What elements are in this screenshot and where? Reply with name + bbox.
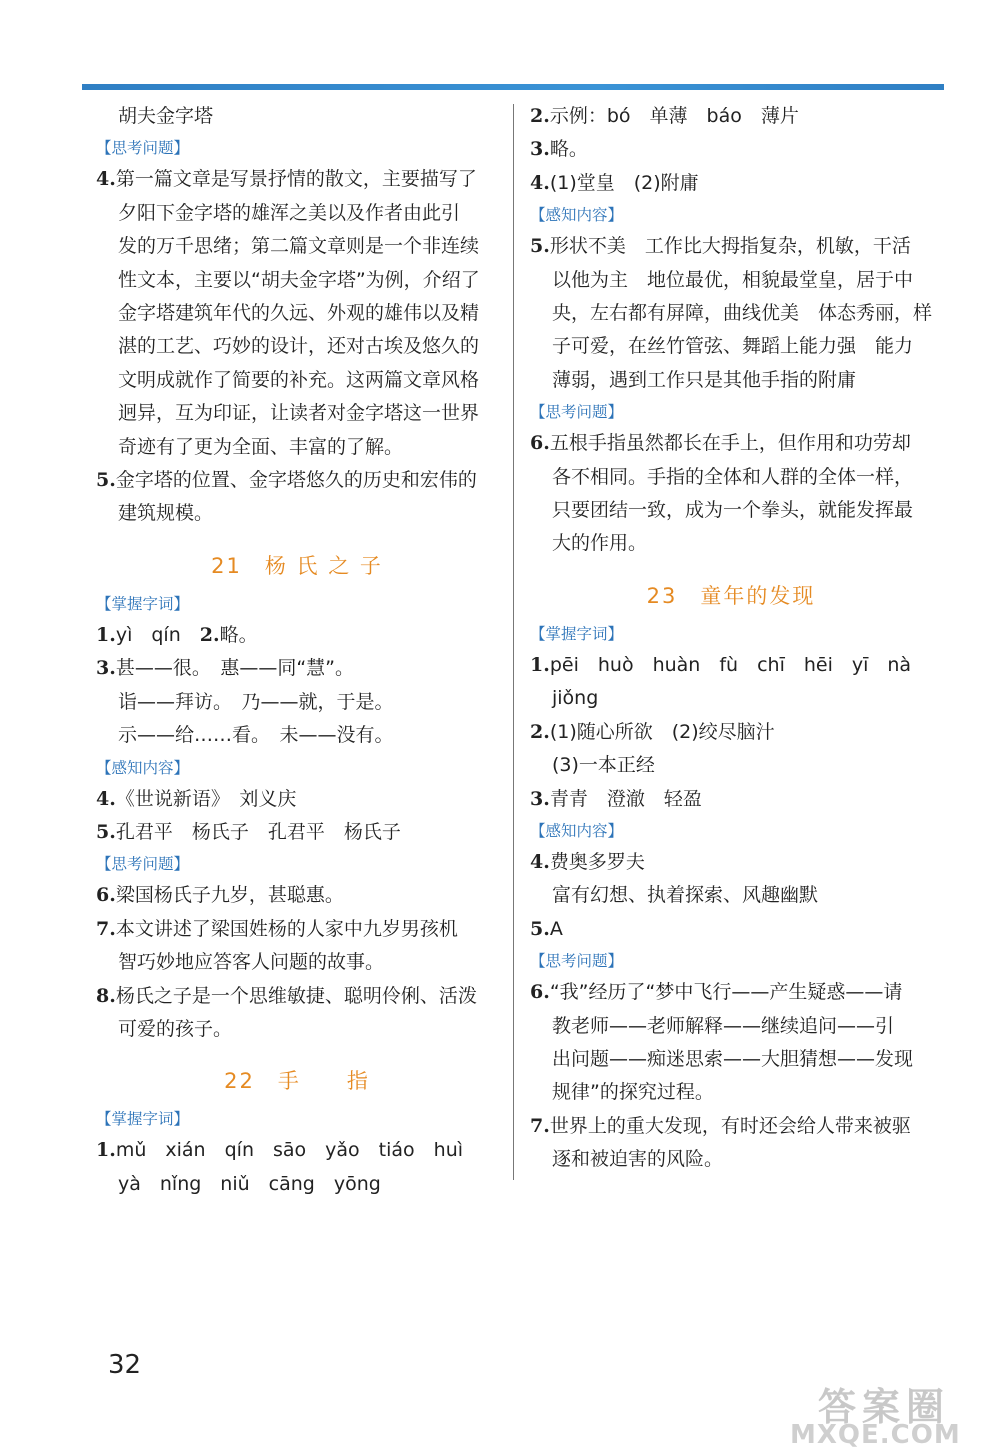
item-number: 2. xyxy=(199,623,220,646)
answer-text: 费奥多罗夫 xyxy=(549,850,645,873)
answer-text: 世界上的重大发现，有时还会给人带来被驱 xyxy=(549,1114,911,1137)
lesson-title-22: 22 手 指 xyxy=(224,1069,370,1094)
answer-text: 子可爱，在丝竹管弦、舞蹈上能力强 能力 xyxy=(552,335,914,358)
watermark-url: MXQE.COM xyxy=(790,1420,961,1450)
answer-text: 湛的工艺、巧妙的设计，还对古埃及悠久的 xyxy=(118,335,480,358)
section-tag-thinking: 【思考问题】 xyxy=(530,952,624,971)
answer-text: “我”经历了“梦中飞行——产生疑惑——请 xyxy=(549,981,903,1004)
answer-text: 第一篇文章是写景抒情的散文，主要描写了 xyxy=(115,168,477,191)
answer-text: mǔ xián qín sāo yǎo tiáo huì xyxy=(115,1139,464,1162)
answer-continuation: 胡夫金字塔 xyxy=(118,105,214,127)
header-color-bar xyxy=(82,84,944,90)
answer-item-3 xyxy=(530,133,932,166)
section-tag-vocabulary: 【掌握字词】 xyxy=(530,624,624,643)
answer-text: 《世说新语》 刘义庆 xyxy=(115,787,297,810)
answer-text: 青青 澄澈 轻盈 xyxy=(549,787,702,810)
answer-text: 建筑规模。 xyxy=(118,502,214,525)
answer-text: 薄弱，遇到工作只是其他手指的附庸 xyxy=(552,368,857,391)
answer-item-5 xyxy=(96,816,498,849)
answer-text: (3)一本正经 xyxy=(552,754,655,777)
answer-text: 教老师——老师解释——继续追问——引 xyxy=(552,1014,895,1037)
section-tag-content: 【感知内容】 xyxy=(530,821,624,840)
answer-text: (1)随心所欲 (2)绞尽脑汁 xyxy=(549,720,775,743)
answer-text: 发的万千思绪；第二篇文章则是一个非连续 xyxy=(118,235,480,258)
item-number: 5. xyxy=(530,917,550,940)
item-number: 1. xyxy=(96,1139,116,1162)
answer-text: 甚——很。 惠——同“慧”。 xyxy=(115,657,355,680)
answer-text: 本文讲述了梁国姓杨的人家中九岁男孩机 xyxy=(115,917,458,940)
answer-text: 只要团结一致，成为一个拳头，就能发挥最 xyxy=(552,499,914,522)
answer-text: jiǒng xyxy=(552,687,599,710)
answer-text: 奇迹有了更为全面、丰富的了解。 xyxy=(118,435,404,458)
answer-text: 富有幻想、执着探索、风趣幽默 xyxy=(552,884,819,907)
item-number: 3. xyxy=(530,138,550,161)
answer-text: 大的作用。 xyxy=(552,532,648,555)
item-number: 5. xyxy=(96,820,116,843)
watermark-text: 答案圈 xyxy=(818,1385,951,1429)
item-number: 5. xyxy=(530,235,550,258)
answer-text: (1)堂皇 (2)附庸 xyxy=(549,171,699,194)
item-number: 4. xyxy=(96,787,116,810)
section-tag-vocabulary: 【掌握字词】 xyxy=(96,594,190,613)
answer-text: 夕阳下金字塔的雄浑之美以及作者由此引 xyxy=(118,201,461,224)
answer-item-2 xyxy=(530,716,932,783)
answer-text: 逐和被迫害的风险。 xyxy=(552,1148,724,1171)
lesson-title-21: 21 杨 氏 之 子 xyxy=(211,553,383,578)
section-tag-thinking: 【思考问题】 xyxy=(96,139,190,158)
section-tag-thinking: 【思考问题】 xyxy=(96,855,190,874)
answer-item-6 xyxy=(530,976,932,1110)
answer-text: 梁国杨氏子九岁，甚聪惠。 xyxy=(115,884,344,907)
answer-text: 央，左右都有屏障，曲线优美 体态秀丽，样 xyxy=(552,302,933,325)
answer-text: 出问题——痴迷思索——大胆猜想——发现 xyxy=(552,1047,914,1070)
section-tag-vocabulary: 【掌握字词】 xyxy=(96,1110,190,1129)
answer-text: 金字塔的位置、金字塔悠久的历史和宏伟的 xyxy=(115,469,477,492)
right-column xyxy=(530,100,932,1177)
answer-item-5 xyxy=(530,913,932,946)
item-number: 4. xyxy=(530,171,550,194)
answer-item-4 xyxy=(530,167,932,200)
answer-text: 迥异，互为印证，让读者对金字塔这一世界 xyxy=(118,402,480,425)
answer-text: 示例：bó 单薄 báo 薄片 xyxy=(549,105,799,127)
answer-item-6 xyxy=(96,879,498,912)
answer-text: yà nǐng niǔ cāng yōng xyxy=(118,1172,381,1195)
answer-text: 诣——拜访。 乃——就，于是。 xyxy=(118,690,394,713)
answer-item-1-2 xyxy=(96,619,498,652)
answer-text: A xyxy=(549,917,563,940)
section-tag-thinking: 【思考问题】 xyxy=(530,403,624,422)
item-number: 1. xyxy=(530,653,550,676)
item-number: 6. xyxy=(530,981,550,1004)
section-tag-content: 【感知内容】 xyxy=(96,758,190,777)
answer-text: 性文本，主要以“胡夫金字塔”为例，介绍了 xyxy=(118,268,480,291)
section-tag-content: 【感知内容】 xyxy=(530,206,624,225)
item-number: 8. xyxy=(96,984,116,1007)
answer-text: 以他为主 地位最优，相貌最堂皇，居于中 xyxy=(552,268,914,291)
answer-item-5 xyxy=(530,230,932,397)
answer-text: 金字塔建筑年代的久远、外观的雄伟以及精 xyxy=(118,302,480,325)
answer-text: 示——给……看。 未——没有。 xyxy=(118,724,394,747)
item-number: 3. xyxy=(530,787,550,810)
item-number: 6. xyxy=(96,884,116,907)
answer-text: 规律”的探究过程。 xyxy=(552,1081,714,1104)
answer-item-1 xyxy=(96,1134,498,1201)
item-number: 7. xyxy=(96,917,116,940)
answer-item-4 xyxy=(96,783,498,816)
item-number: 3. xyxy=(96,657,116,680)
answer-text: 五根手指虽然都长在手上，但作用和功劳却 xyxy=(549,432,911,455)
watermark-logo xyxy=(762,1376,1000,1450)
item-number: 2. xyxy=(530,105,550,127)
answer-text: 智巧妙地应答客人问题的故事。 xyxy=(118,951,385,974)
answer-item-1 xyxy=(530,649,932,716)
answer-item-7 xyxy=(530,1110,932,1177)
answer-text: 可爱的孩子。 xyxy=(118,1017,233,1040)
answer-text: 杨氏之子是一个思维敏捷、聪明伶俐、活泼 xyxy=(115,984,477,1007)
left-column xyxy=(96,100,498,1201)
item-number: 7. xyxy=(530,1114,550,1137)
item-number: 1. xyxy=(96,623,116,646)
answer-item-2 xyxy=(530,100,932,133)
item-number: 2. xyxy=(530,720,550,743)
answer-item-5 xyxy=(96,464,498,531)
answer-item-3 xyxy=(96,652,498,752)
answer-text: 各不相同。手指的全体和人群的全体一样， xyxy=(552,465,914,488)
answer-item-4 xyxy=(530,846,932,913)
answer-text: 形状不美 工作比大拇指复杂，机敏，干活 xyxy=(549,235,911,258)
item-number: 5. xyxy=(96,469,116,492)
answer-item-6 xyxy=(530,427,932,561)
answer-item-3 xyxy=(530,783,932,816)
answer-item-7 xyxy=(96,913,498,980)
answer-text: 略。 xyxy=(219,623,258,646)
column-divider xyxy=(513,104,514,1180)
item-number: 4. xyxy=(530,850,550,873)
item-number: 4. xyxy=(96,168,116,191)
answer-item-8 xyxy=(96,980,498,1047)
answer-text: yì qín xyxy=(115,623,200,646)
answer-item-4 xyxy=(96,163,498,464)
lesson-title-23: 23 童年的发现 xyxy=(646,583,816,608)
item-number: 6. xyxy=(530,432,550,455)
answer-text: 孔君平 杨氏子 孔君平 杨氏子 xyxy=(115,820,401,843)
answer-text: 文明成就作了简要的补充。这两篇文章风格 xyxy=(118,368,480,391)
page-number: 32 xyxy=(108,1350,142,1380)
answer-text: 略。 xyxy=(549,138,588,161)
answer-text: pēi huò huàn fù chī hēi yī nà xyxy=(549,653,912,676)
